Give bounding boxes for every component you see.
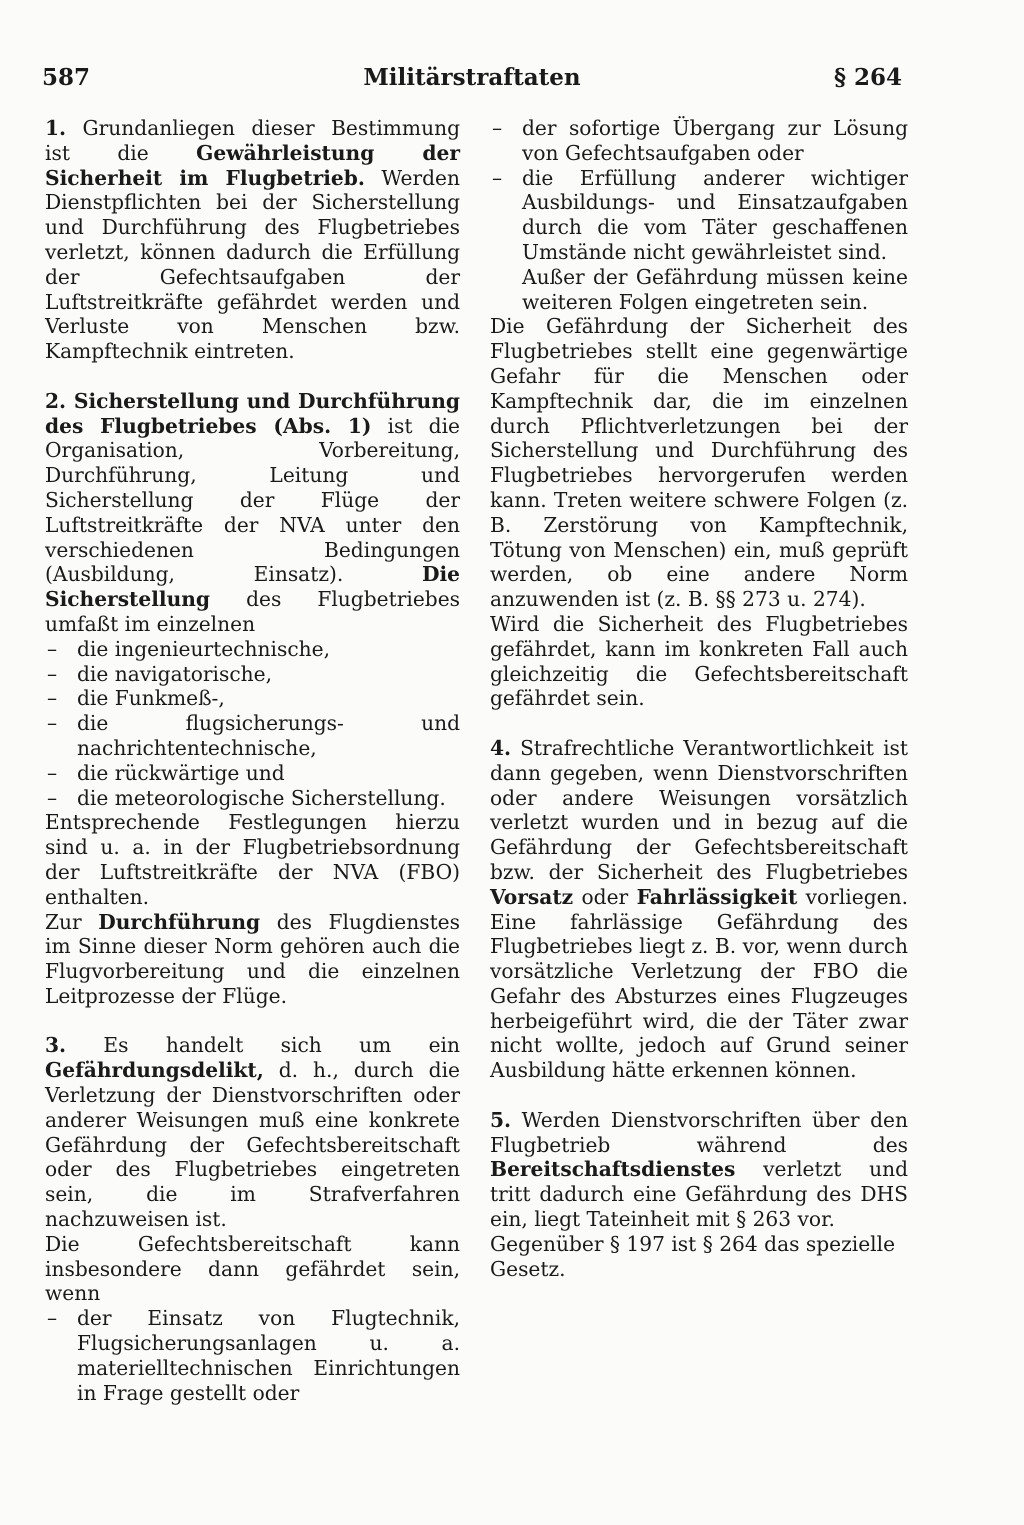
dash-list	[490, 116, 908, 265]
dash-list	[45, 1306, 460, 1405]
chapter-title: Militärstraftaten	[363, 64, 581, 91]
left-column	[45, 116, 460, 1405]
paragraph-3b: Die Gefechtsbereitschaft kann insbesondere dann gefährdet sein, wenn	[45, 1231, 460, 1306]
page-number: 587	[42, 64, 91, 91]
list-item: – der Einsatz von Flugtechnik, Flugsicherungsanlagen u. a. materielltechnischen Einrichtungen in Frage gestellt oder	[45, 1306, 460, 1405]
list-item: – die rückwärtige und	[45, 761, 460, 786]
page-header	[42, 64, 902, 104]
list-item: – die flugsicherungs- und nachrichtentechnische,	[45, 711, 460, 761]
dash-list	[45, 637, 460, 811]
paragraph-1: 1. Grundanliegen dieser Bestimmung ist die Gewährleistung der Sicherheit im Flugbetrieb. Werden Dienstpflichten bei der Sicherstellung und Durchführung des Flugbetriebes verletzt, können dadurch die Erfüllung der Gefechtsaufgaben der Luftstreitkräfte gefährdet werden und Verluste von Menschen bzw. Kampftechnik eintreten.	[45, 116, 461, 364]
paragraph-3: 3. Es handelt sich um ein Gefährdungsdelikt, d. h., durch die Verletzung der Dienstvorschriften oder anderer Weisungen muß eine konkrete Gefährdung der Gefechtsbereitschaft oder des Flugbetriebes eingetreten sein, die im Strafverfahren nachzuweisen ist.	[45, 1033, 460, 1232]
paragraph-r2: Die Gefährdung der Sicherheit des Flugbetriebes stellt eine gegenwärtige Gefahr für die Menschen oder Kampftechnik dar, die im einzelnen durch Pflichtverletzungen bei der Sicherstellung und Durchführung des Flugbetriebes hervorgerufen werden kann. Treten weitere schwere Folgen (z. B. Zerstörung von Kampftechnik, Tötung von Menschen) ein, muß geprüft werden, ob eine andere Norm anzuwenden ist (z. B. §§ 273 u. 274).	[490, 314, 908, 612]
paragraph-number: 2.	[45, 388, 67, 413]
list-item: – die Erfüllung anderer wichtiger Ausbildungs- und Einsatzaufgaben durch die vom Täter geschaffenen Umstände nicht gewährleistet sind.	[490, 166, 908, 265]
paragraph-5: 5. Werden Dienstvorschriften über den Flugbetrieb während des Bereitschaftsdienstes verletzt und tritt dadurch eine Gefährdung des DHS ein, liegt Tateinheit mit § 263 vor.	[490, 1107, 908, 1232]
list-item: – die ingenieurtechnische,	[45, 637, 460, 662]
list-item: – die meteorologische Sicherstellung.	[45, 786, 460, 811]
list-item: – die Funkmeß-,	[45, 686, 460, 711]
paragraph-2c: Zur Durchführung des Flugdienstes im Sinne dieser Norm gehören auch die Flugvorbereitung und die einzelnen Leitprozesse der Flüge.	[45, 909, 460, 1008]
paragraph-number: 4.	[490, 735, 512, 760]
paragraph-number: 1.	[45, 116, 67, 140]
paragraph-r1: Außer der Gefährdung müssen keine weiteren Folgen eingetreten sein.	[522, 264, 908, 314]
paragraph-2b: Entsprechende Festlegungen hierzu sind u. a. in der Flugbetriebsordnung der Luftstreitkräfte der NVA (FBO) enthalten.	[45, 810, 460, 909]
list-item: – der sofortige Übergang zur Lösung von Gefechtsaufgaben oder	[490, 116, 908, 166]
section-number: § 264	[833, 64, 902, 91]
paragraph-number: 5.	[490, 1107, 512, 1132]
paragraph-5b: Gegenüber § 197 ist § 264 das spezielle Gesetz.	[490, 1231, 896, 1281]
paragraph-4: 4. Strafrechtliche Verantwortlichkeit ist dann gegeben, wenn Dienstvorschriften oder andere Weisungen vorsätzlich verletzt wurden und in bezug auf die Gefährdung der Gefechtsbereitschaft bzw. der Sicherheit des Flugbetriebes Vorsatz oder Fahrlässigkeit vorliegen. Eine fahrlässige Gefährdung des Flugbetriebes liegt z. B. vor, wenn durch vorsätzliche Verletzung der FBO die Gefahr des Absturzes eines Flugzeuges herbeigeführt wird, die der Täter zwar nicht wollte, jedoch auf Grund seiner Ausbildung hätte erkennen können.	[490, 735, 908, 1083]
paragraph-number: 3.	[45, 1033, 67, 1058]
list-item: – die navigatorische,	[45, 662, 460, 687]
paragraph-2: 2. Sicherstellung und Durchführung des Flugbetriebes (Abs. 1) ist die Organisation, Vorbereitung, Durchführung, Leitung und Sicherstellung der Flüge der Luftstreitkräfte der NVA unter den verschiedenen Bedingungen (Ausbildung, Einsatz). Die Sicherstellung des Flugbetriebes umfaßt im einzelnen	[45, 388, 460, 636]
paragraph-r3: Wird die Sicherheit des Flugbetriebes gefährdet, kann im konkreten Fall auch gleichzeitig die Gefechtsbereitschaft gefährdet sein.	[490, 611, 908, 711]
right-column	[490, 116, 908, 1281]
